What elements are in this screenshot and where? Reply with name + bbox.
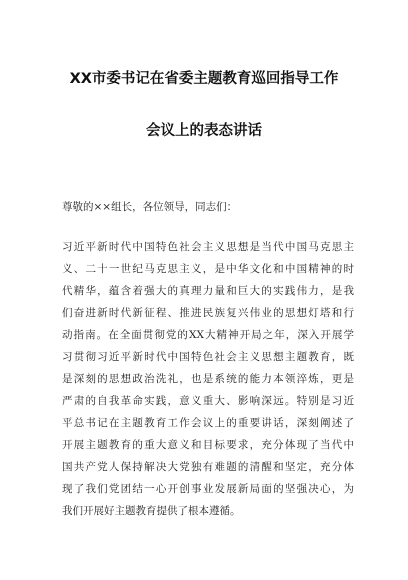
paragraph-line: 动指南。在全面贯彻党的XX大精神开局之年，深入开展学 [62, 329, 354, 341]
paragraph-line: 严肃的自我革命实践，意义重大、影响深远。特别是习近 [62, 395, 354, 407]
paragraph-line: 国共产党人保持解决大党独有难题的清醒和坚定，充分体 [62, 461, 354, 473]
paragraph-line: 们奋进新时代新征程、推进民族复兴伟业的思想灯塔和行 [62, 307, 354, 319]
paragraph-line: 是深刻的思想政治洗礼，也是系统的能力本领淬炼，更是 [62, 373, 354, 385]
document-title-line-1: XX市委书记在省委主题教育巡回指导工作 [69, 71, 339, 87]
paragraph-line: 习近平新时代中国特色社会主义思想是当代中国马克思主 [62, 241, 354, 253]
paragraph-line: 习贯彻习近平新时代中国特色社会主义思想主题教育，既 [62, 351, 354, 363]
paragraph-line: 义、二十一世纪马克思主义，是中华文化和中国精神的时 [62, 263, 354, 275]
document-title-line-2: 会议上的表态讲话 [146, 123, 262, 139]
paragraph-line: 开展主题教育的重大意义和目标要求，充分体现了当代中 [62, 439, 354, 451]
paragraph-line: 代精华，蕴含着强大的真理力量和巨大的实践伟力，是我 [62, 285, 354, 297]
salutation: 尊敬的××组长，各位领导，同志们： [62, 201, 238, 213]
paragraph-line: 我们开展好主题教育提供了根本遵循。 [62, 505, 241, 517]
paragraph-line: 现了我们党团结一心开创事业发展新局面的坚强决心，为 [62, 483, 354, 495]
paragraph-line: 平总书记在主题教育工作会议上的重要讲话，深刻阐述了 [62, 417, 354, 429]
